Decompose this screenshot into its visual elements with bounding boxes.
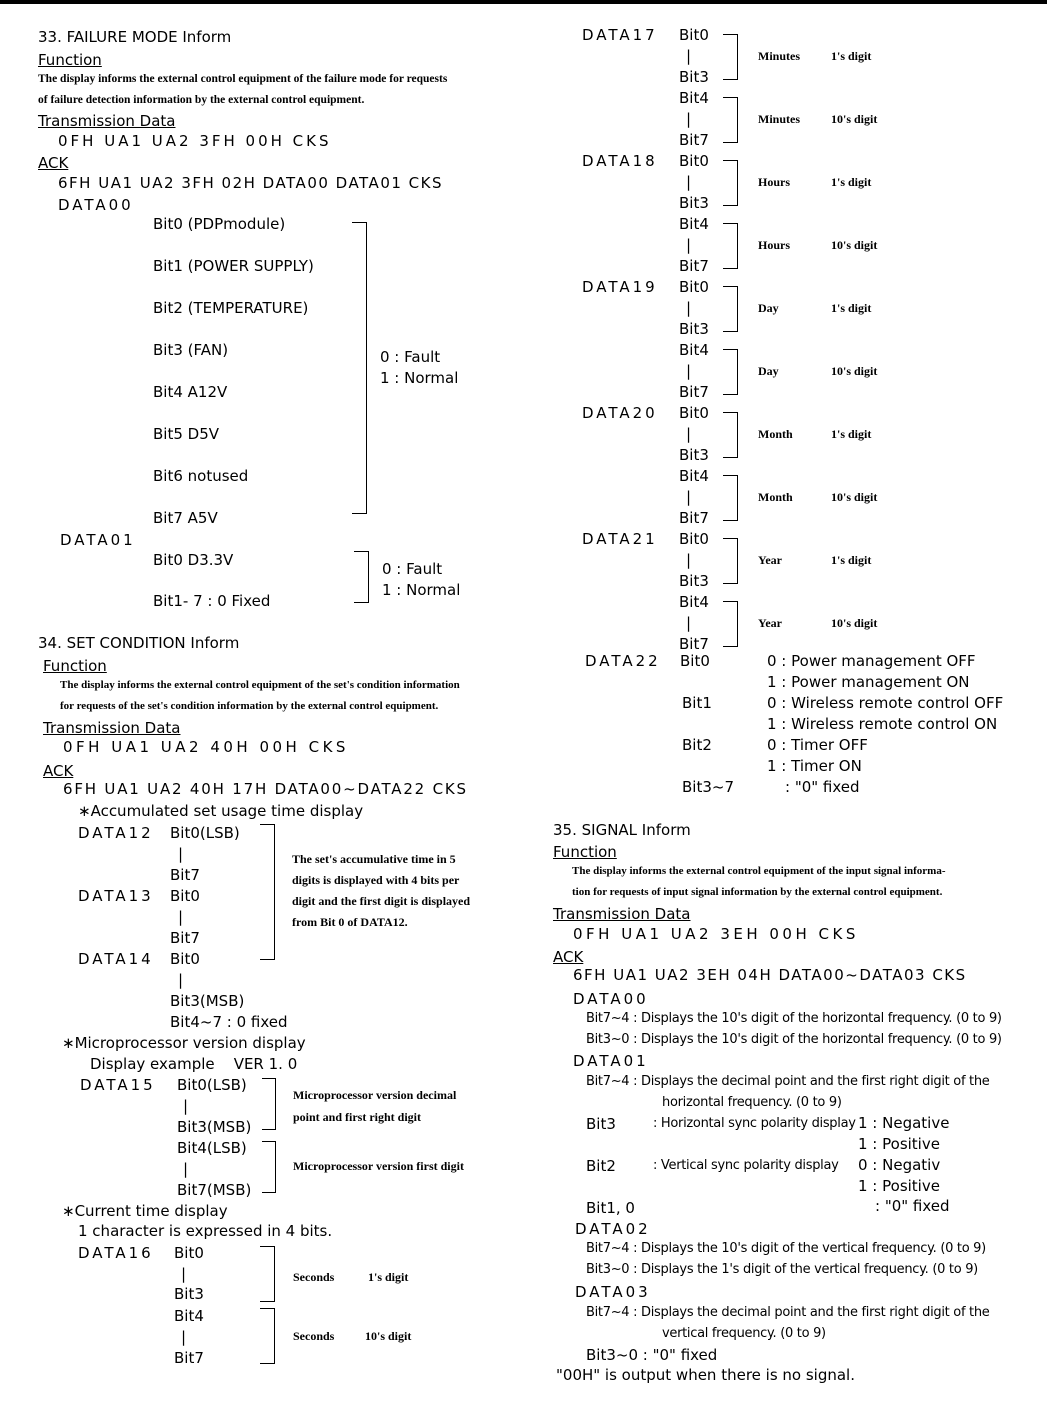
time-row-unit: Year <box>758 553 782 567</box>
s34-data22-label: DATA22 <box>585 652 661 670</box>
s34-data22-bit0-off: 0 : Power management OFF <box>767 652 976 670</box>
time-row-bracket-tens <box>723 97 738 143</box>
s34-data13-label: DATA13 <box>78 887 154 905</box>
time-row-sep: | <box>686 488 692 506</box>
time-row-label: DATA20 <box>582 404 658 422</box>
s34-data22-bit2-on: 1 : Timer ON <box>767 757 862 775</box>
s34-data14-bit3: Bit3(MSB) <box>170 992 245 1010</box>
s35-data01-bit10: Bit1, 0 <box>586 1199 635 1217</box>
s34-data14-bit0: Bit0 <box>170 950 200 968</box>
s35-title: 35. SIGNAL Inform <box>553 821 691 839</box>
time-row-tens: 10's digit <box>831 238 878 252</box>
time-row-bit4: Bit4 <box>679 341 709 359</box>
s34-data15-sep2: | <box>183 1160 189 1178</box>
s34-data16-sep1: | <box>181 1265 187 1283</box>
time-row-tens: 10's digit <box>831 112 878 126</box>
s34-micro-example: Display example VER 1. 0 <box>90 1055 298 1073</box>
s35-data01-bit2: Bit2 <box>586 1157 616 1175</box>
s33-data01-bracket <box>354 551 369 603</box>
s33-data00-bit: Bit0 (PDPmodule) <box>153 215 286 233</box>
s34-ack-label: ACK <box>43 762 74 780</box>
time-row-bit7: Bit7 <box>679 635 709 653</box>
time-row-sep: | <box>686 110 692 128</box>
time-row-bit4: Bit4 <box>679 593 709 611</box>
s34-data15-bit3: Bit3(MSB) <box>177 1118 252 1136</box>
time-row-unit: Hours <box>758 238 791 252</box>
s35-data00-a: Bit7~4 : Displays the 10's digit of the horizontal frequency. (0 to 9) <box>586 1011 1002 1026</box>
time-row-unit: Day <box>758 301 779 315</box>
time-row-bit0: Bit0 <box>679 26 709 44</box>
s34-data22-bit1-off: 0 : Wireless remote control OFF <box>767 694 1004 712</box>
time-row-unit: Day <box>758 364 779 378</box>
s33-data00-bit: Bit6 notused <box>153 467 249 485</box>
s33-title: 33. FAILURE MODE Inform <box>38 28 232 46</box>
s33-data00-label: DATA00 <box>58 196 134 214</box>
top-rule <box>0 0 1047 4</box>
time-row-sep: | <box>686 551 692 569</box>
time-row-bracket-tens <box>723 349 738 395</box>
s34-data15-bit4: Bit4(LSB) <box>177 1139 247 1157</box>
s34-data22-bit1-on: 1 : Wireless remote control ON <box>767 715 998 733</box>
s34-data14-label: DATA14 <box>78 950 154 968</box>
s35-data02-b: Bit3~0 : Displays the 1's digit of the vertical frequency. (0 to 9) <box>586 1262 978 1277</box>
s34-usage-desc: digits is displayed with 4 bits per <box>292 873 460 887</box>
s35-function-text-2: tion for requests of input signal information by the external control equipment. <box>572 886 943 898</box>
s33-tx-code: 0FH UA1 UA2 3FH 00H CKS <box>58 132 332 150</box>
s35-note: "00H" is output when there is no signal. <box>556 1366 855 1384</box>
time-row-bit7: Bit7 <box>679 131 709 149</box>
time-row-tens: 10's digit <box>831 616 878 630</box>
s35-data02-a: Bit7~4 : Displays the 10's digit of the vertical frequency. (0 to 9) <box>586 1241 986 1256</box>
time-row-bit7: Bit7 <box>679 383 709 401</box>
s34-data16-bit7: Bit7 <box>174 1349 204 1367</box>
time-row-bit4: Bit4 <box>679 89 709 107</box>
s34-data22-bit3: Bit3~7 <box>682 778 734 796</box>
s35-data01-bit3: Bit3 <box>586 1115 616 1133</box>
s33-data01-bit: Bit1- 7 : 0 Fixed <box>153 592 271 610</box>
time-row-label: DATA19 <box>582 278 658 296</box>
time-row-sep: | <box>686 614 692 632</box>
s34-data12-sep: | <box>178 845 184 863</box>
s33-ack-code: 6FH UA1 UA2 3FH 02H DATA00 DATA01 CKS <box>58 174 444 192</box>
s34-time-header: ∗Current time display <box>62 1202 228 1220</box>
time-row-bracket-ones <box>723 160 738 206</box>
time-row-bit7: Bit7 <box>679 257 709 275</box>
s34-data13-sep: | <box>178 908 184 926</box>
time-row-bit0: Bit0 <box>679 404 709 422</box>
s34-seconds-unit: Seconds <box>293 1270 335 1284</box>
time-row-label: DATA18 <box>582 152 658 170</box>
s34-seconds-bracket-2 <box>260 1308 275 1364</box>
s33-data01-label: DATA01 <box>60 531 136 549</box>
time-row-unit: Month <box>758 490 793 504</box>
s33-data00-bit: Bit7 A5V <box>153 509 218 527</box>
time-row-sep: | <box>686 236 692 254</box>
s34-usage-desc: The set's accumulative time in 5 <box>292 852 456 866</box>
s34-tx-code: 0FH UA1 UA2 40H 00H CKS <box>63 738 349 756</box>
s33-data00-bit: Bit1 (POWER SUPPLY) <box>153 257 314 275</box>
s34-data16-bit3: Bit3 <box>174 1285 204 1303</box>
s33-ack-label: ACK <box>38 154 69 172</box>
s34-micro-header: ∗Microprocessor version display <box>62 1034 306 1052</box>
s35-data01-bit10-val: : "0" fixed <box>875 1197 950 1215</box>
s35-data02-label: DATA02 <box>575 1220 651 1238</box>
s34-data16-sep2: | <box>181 1328 187 1346</box>
s35-data01-a2: horizontal frequency. (0 to 9) <box>662 1095 842 1110</box>
s33-data00-bracket <box>352 222 367 514</box>
time-row-ones: 1's digit <box>831 301 872 315</box>
s35-function-text-1: The display informs the external control equipment of the input signal informa- <box>572 865 946 877</box>
time-row-bit7: Bit7 <box>679 509 709 527</box>
s34-micro-bracket-1 <box>262 1078 276 1130</box>
s35-data01-bit3-pos: 1 : Positive <box>858 1135 940 1153</box>
s35-tx-label: Transmission Data <box>553 905 691 923</box>
s34-data22-bit0: Bit0 <box>680 652 710 670</box>
time-row-sep: | <box>686 47 692 65</box>
time-row-tens: 10's digit <box>831 364 878 378</box>
s34-function-text-2: for requests of the set's condition information by the external control equipment. <box>60 700 439 712</box>
time-row-bracket-tens <box>723 223 738 269</box>
s33-normal2: 1 : Normal <box>382 581 461 599</box>
s35-data01-bit2-pos: 1 : Positive <box>858 1177 940 1195</box>
s34-micro-desc-1a: Microprocessor version decimal <box>293 1088 457 1102</box>
s34-seconds-bracket-1 <box>260 1246 275 1302</box>
time-row-bracket-tens <box>723 475 738 521</box>
time-row-bit3: Bit3 <box>679 194 709 212</box>
s34-usage-bracket <box>260 824 275 960</box>
s34-data22-bit3-val: : "0" fixed <box>785 778 860 796</box>
s34-seconds-ones: 1's digit <box>368 1270 409 1284</box>
time-row-sep: | <box>686 362 692 380</box>
s34-ack-code: 6FH UA1 UA2 40H 17H DATA00~DATA22 CKS <box>63 780 468 798</box>
time-row-label: DATA21 <box>582 530 658 548</box>
s35-data01-a1: Bit7~4 : Displays the decimal point and the first right digit of the <box>586 1074 990 1089</box>
time-row-bit0: Bit0 <box>679 278 709 296</box>
time-row-sep: | <box>686 299 692 317</box>
s33-data00-bit: Bit3 (FAN) <box>153 341 229 359</box>
s34-usage-desc: digit and the first digit is displayed <box>292 894 471 908</box>
s35-data00-b: Bit3~0 : Displays the 10's digit of the horizontal frequency. (0 to 9) <box>586 1032 1002 1047</box>
s34-data13-bit0: Bit0 <box>170 887 200 905</box>
s34-data14-fixed: Bit4~7 : 0 fixed <box>170 1013 288 1031</box>
s34-micro-bracket-2 <box>262 1141 276 1193</box>
s33-data00-bit: Bit4 A12V <box>153 383 228 401</box>
time-row-ones: 1's digit <box>831 175 872 189</box>
time-row-bracket-ones <box>723 34 738 80</box>
s34-data14-sep: | <box>178 971 184 989</box>
s34-function-text-1: The display informs the external control equipment of the set's condition information <box>60 679 460 691</box>
s33-function-text-2: of failure detection information by the external control equipment. <box>38 94 365 106</box>
s34-data22-bit1: Bit1 <box>682 694 712 712</box>
s35-data01-bit2-neg: 0 : Negativ <box>858 1156 941 1174</box>
s34-usage-desc: from Bit 0 of DATA12. <box>292 915 408 929</box>
s34-data12-label: DATA12 <box>78 824 154 842</box>
s33-data01-bit: Bit0 D3.3V <box>153 551 234 569</box>
s35-data01-bit3-desc: : Horizontal sync polarity display <box>653 1116 856 1131</box>
s34-data16-bit4: Bit4 <box>174 1307 204 1325</box>
s33-normal: 1 : Normal <box>380 369 459 387</box>
s34-data15-bit0: Bit0(LSB) <box>177 1076 247 1094</box>
s33-fault: 0 : Fault <box>380 348 441 366</box>
s33-function-text-1: The display informs the external control equipment of the failure mode for requests <box>38 73 448 85</box>
time-row-unit: Month <box>758 427 793 441</box>
s35-data03-a2: vertical frequency. (0 to 9) <box>662 1326 826 1341</box>
time-row-bracket-ones <box>723 538 738 584</box>
s33-data00-bit: Bit5 D5V <box>153 425 220 443</box>
s35-data01-bit2-desc: : Vertical sync polarity display <box>653 1158 839 1173</box>
s35-data00-label: DATA00 <box>573 990 649 1008</box>
time-row-unit: Minutes <box>758 49 800 63</box>
time-row-unit: Hours <box>758 175 791 189</box>
s35-data03-label: DATA03 <box>575 1283 651 1301</box>
s35-data01-label: DATA01 <box>573 1052 649 1070</box>
s35-data03-b: Bit3~0 : "0" fixed <box>586 1346 718 1364</box>
time-row-ones: 1's digit <box>831 49 872 63</box>
time-row-bracket-tens <box>723 601 738 647</box>
s33-tx-label: Transmission Data <box>38 112 176 130</box>
time-row-unit: Year <box>758 616 782 630</box>
time-row-bit3: Bit3 <box>679 320 709 338</box>
s35-ack-label: ACK <box>553 948 584 966</box>
time-row-bracket-ones <box>723 412 738 458</box>
s34-data16-bit0: Bit0 <box>174 1244 204 1262</box>
s34-data12-bit0: Bit0(LSB) <box>170 824 240 842</box>
time-row-label: DATA17 <box>582 26 658 44</box>
s34-data13-bit7: Bit7 <box>170 929 200 947</box>
s34-data15-sep1: | <box>183 1097 189 1115</box>
s34-data22-bit0-on: 1 : Power management ON <box>767 673 970 691</box>
s34-data15-label: DATA15 <box>80 1076 156 1094</box>
s34-title: 34. SET CONDITION Inform <box>38 634 240 652</box>
time-row-bit3: Bit3 <box>679 446 709 464</box>
s33-fault2: 0 : Fault <box>382 560 443 578</box>
s33-function-label: Function <box>38 51 102 69</box>
time-row-bit0: Bit0 <box>679 152 709 170</box>
s34-micro-desc-2: Microprocessor version first digit <box>293 1159 464 1173</box>
s35-ack-code: 6FH UA1 UA2 3EH 04H DATA00~DATA03 CKS <box>573 966 967 984</box>
s34-function-label: Function <box>43 657 107 675</box>
s34-data16-label: DATA16 <box>78 1244 154 1262</box>
time-row-ones: 1's digit <box>831 553 872 567</box>
s35-tx-code: 0FH UA1 UA2 3EH 00H CKS <box>573 925 859 943</box>
s34-seconds-unit: Seconds <box>293 1329 335 1343</box>
time-row-ones: 1's digit <box>831 427 872 441</box>
s34-tx-label: Transmission Data <box>43 719 181 737</box>
s35-data01-bit3-neg: 1 : Negative <box>858 1114 950 1132</box>
s34-data15-bit7: Bit7(MSB) <box>177 1181 252 1199</box>
time-row-bracket-ones <box>723 286 738 332</box>
s34-time-sub: 1 character is expressed in 4 bits. <box>78 1222 333 1240</box>
time-row-bit4: Bit4 <box>679 215 709 233</box>
time-row-tens: 10's digit <box>831 490 878 504</box>
time-row-bit3: Bit3 <box>679 68 709 86</box>
s34-data12-bit7: Bit7 <box>170 866 200 884</box>
time-row-unit: Minutes <box>758 112 800 126</box>
s35-data03-a1: Bit7~4 : Displays the decimal point and the first right digit of the <box>586 1305 990 1320</box>
time-row-sep: | <box>686 173 692 191</box>
time-row-sep: | <box>686 425 692 443</box>
s34-seconds-tens: 10's digit <box>365 1329 412 1343</box>
time-row-bit4: Bit4 <box>679 467 709 485</box>
time-row-bit0: Bit0 <box>679 530 709 548</box>
s34-usage-header: ∗Accumulated set usage time display <box>78 802 364 820</box>
s34-data22-bit2-off: 0 : Timer OFF <box>767 736 868 754</box>
s34-data22-bit2: Bit2 <box>682 736 712 754</box>
s35-function-label: Function <box>553 843 617 861</box>
s33-data00-bit: Bit2 (TEMPERATURE) <box>153 299 309 317</box>
time-row-bit3: Bit3 <box>679 572 709 590</box>
s34-micro-desc-1b: point and first right digit <box>293 1110 422 1124</box>
